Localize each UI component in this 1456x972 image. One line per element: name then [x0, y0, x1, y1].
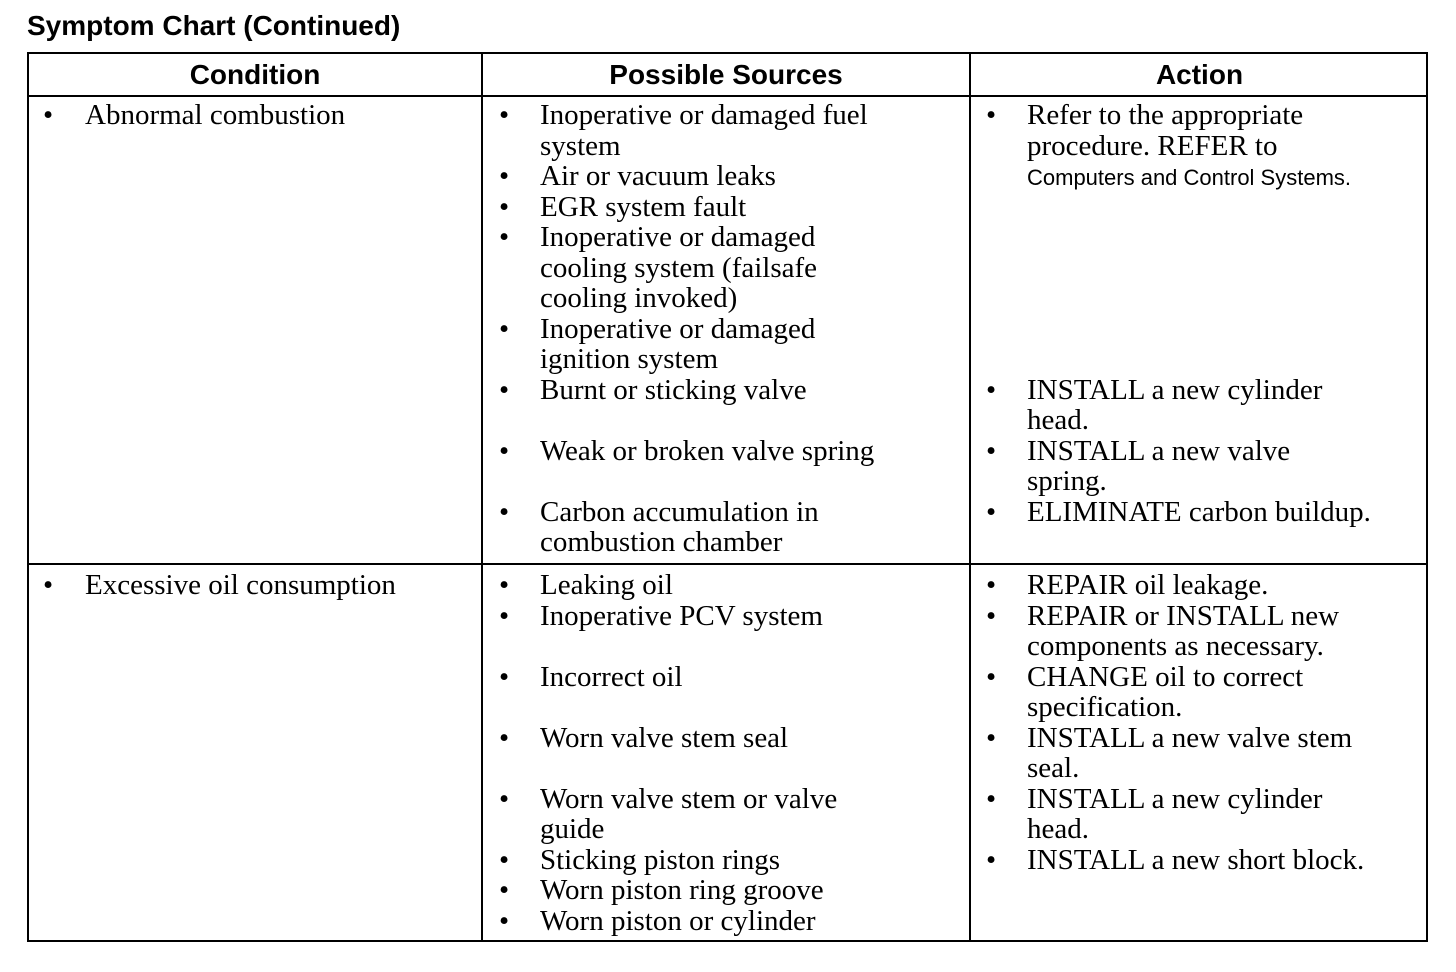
bullet-icon: • [499, 721, 510, 754]
source-item-line: Weak or broken valve spring [540, 434, 875, 467]
bullet-icon: • [986, 99, 997, 131]
column-divider [969, 54, 971, 940]
page-title: Symptom Chart (Continued) [27, 10, 401, 41]
header-possible-sources: Possible Sources [609, 59, 843, 90]
bullet-icon: • [499, 373, 510, 406]
action-item-line: INSTALL a new cylinder [1027, 373, 1323, 406]
source-item-line: Inoperative or damaged [540, 312, 816, 345]
bullet-icon: • [43, 569, 54, 601]
source-item-line: Incorrect oil [540, 660, 683, 693]
condition-text: Excessive oil consumption [85, 569, 396, 601]
source-item-line: Air or vacuum leaks [540, 160, 776, 192]
source-item-line: cooling invoked) [540, 282, 738, 314]
bullet-icon: • [499, 190, 510, 223]
bullet-icon: • [499, 221, 510, 253]
source-item-line: Sticking piston rings [540, 843, 781, 876]
bullet-icon: • [986, 495, 997, 528]
action-item-line: Computers and Control Systems. [1027, 165, 1352, 190]
action-item-line: specification. [1027, 691, 1183, 723]
bullet-icon: • [986, 660, 997, 693]
action-item-line: INSTALL a new valve [1027, 434, 1291, 467]
bullet-icon: • [499, 599, 510, 632]
source-item-line: Worn valve stem or valve [540, 782, 838, 815]
source-item-line: Worn piston ring groove [540, 874, 824, 906]
bullet-icon: • [986, 599, 997, 632]
source-item-line: Worn piston or cylinder [540, 904, 816, 937]
action-item-line: INSTALL a new short block. [1027, 843, 1365, 876]
bullet-icon: • [499, 843, 510, 876]
source-item-line: guide [540, 813, 605, 845]
condition-text: Abnormal combustion [85, 99, 346, 131]
action-item-line: seal. [1027, 752, 1080, 784]
bullet-icon: • [499, 434, 510, 467]
action-item-line: INSTALL a new valve stem [1027, 721, 1353, 754]
bullet-icon: • [499, 569, 510, 601]
source-item-line: Worn valve stem seal [540, 721, 789, 754]
header-divider [29, 95, 1426, 97]
action-item-line: CHANGE oil to correct [1027, 660, 1304, 693]
action-item-line: REPAIR or INSTALL new [1027, 599, 1340, 632]
bullet-icon: • [499, 874, 510, 906]
action-item-line: ELIMINATE carbon buildup. [1027, 495, 1371, 528]
header-condition: Condition [189, 59, 321, 90]
column-divider [481, 54, 483, 940]
source-item-line: Burnt or sticking valve [540, 373, 807, 406]
symptom-table [27, 52, 1428, 942]
source-item-line: ignition system [540, 343, 719, 375]
bullet-icon: • [986, 373, 997, 406]
source-item-line: EGR system fault [540, 190, 747, 223]
bullet-icon: • [986, 782, 997, 815]
source-item-line: Leaking oil [540, 569, 673, 601]
bullet-icon: • [986, 434, 997, 467]
bullet-icon: • [986, 843, 997, 876]
source-item-line: Inoperative or damaged fuel [540, 99, 868, 131]
source-item-line: Carbon accumulation in [540, 495, 819, 528]
source-item-line: Inoperative or damaged [540, 221, 816, 253]
bullet-icon: • [43, 99, 54, 131]
action-item-line: spring. [1027, 465, 1107, 497]
bullet-icon: • [499, 904, 510, 937]
bullet-icon: • [499, 660, 510, 693]
source-item-line: system [540, 129, 621, 162]
action-item-line: REPAIR oil leakage. [1027, 569, 1269, 601]
action-item-line: Refer to the appropriate [1027, 99, 1304, 131]
row-divider [29, 563, 1426, 565]
source-item-line: combustion chamber [540, 526, 783, 558]
bullet-icon: • [499, 99, 510, 131]
action-item-line: procedure. REFER to [1027, 129, 1278, 162]
action-item-line: head. [1027, 404, 1089, 436]
bullet-icon: • [499, 312, 510, 345]
bullet-icon: • [499, 160, 510, 192]
action-item-line: components as necessary. [1027, 630, 1324, 662]
bullet-icon: • [499, 495, 510, 528]
header-action: Action [1155, 59, 1244, 90]
action-item-line: head. [1027, 813, 1089, 845]
bullet-icon: • [986, 721, 997, 754]
source-item-line: Inoperative PCV system [540, 599, 823, 632]
action-item-line: INSTALL a new cylinder [1027, 782, 1323, 815]
source-item-line: cooling system (failsafe [540, 251, 818, 284]
bullet-icon: • [499, 782, 510, 815]
bullet-icon: • [986, 569, 997, 601]
